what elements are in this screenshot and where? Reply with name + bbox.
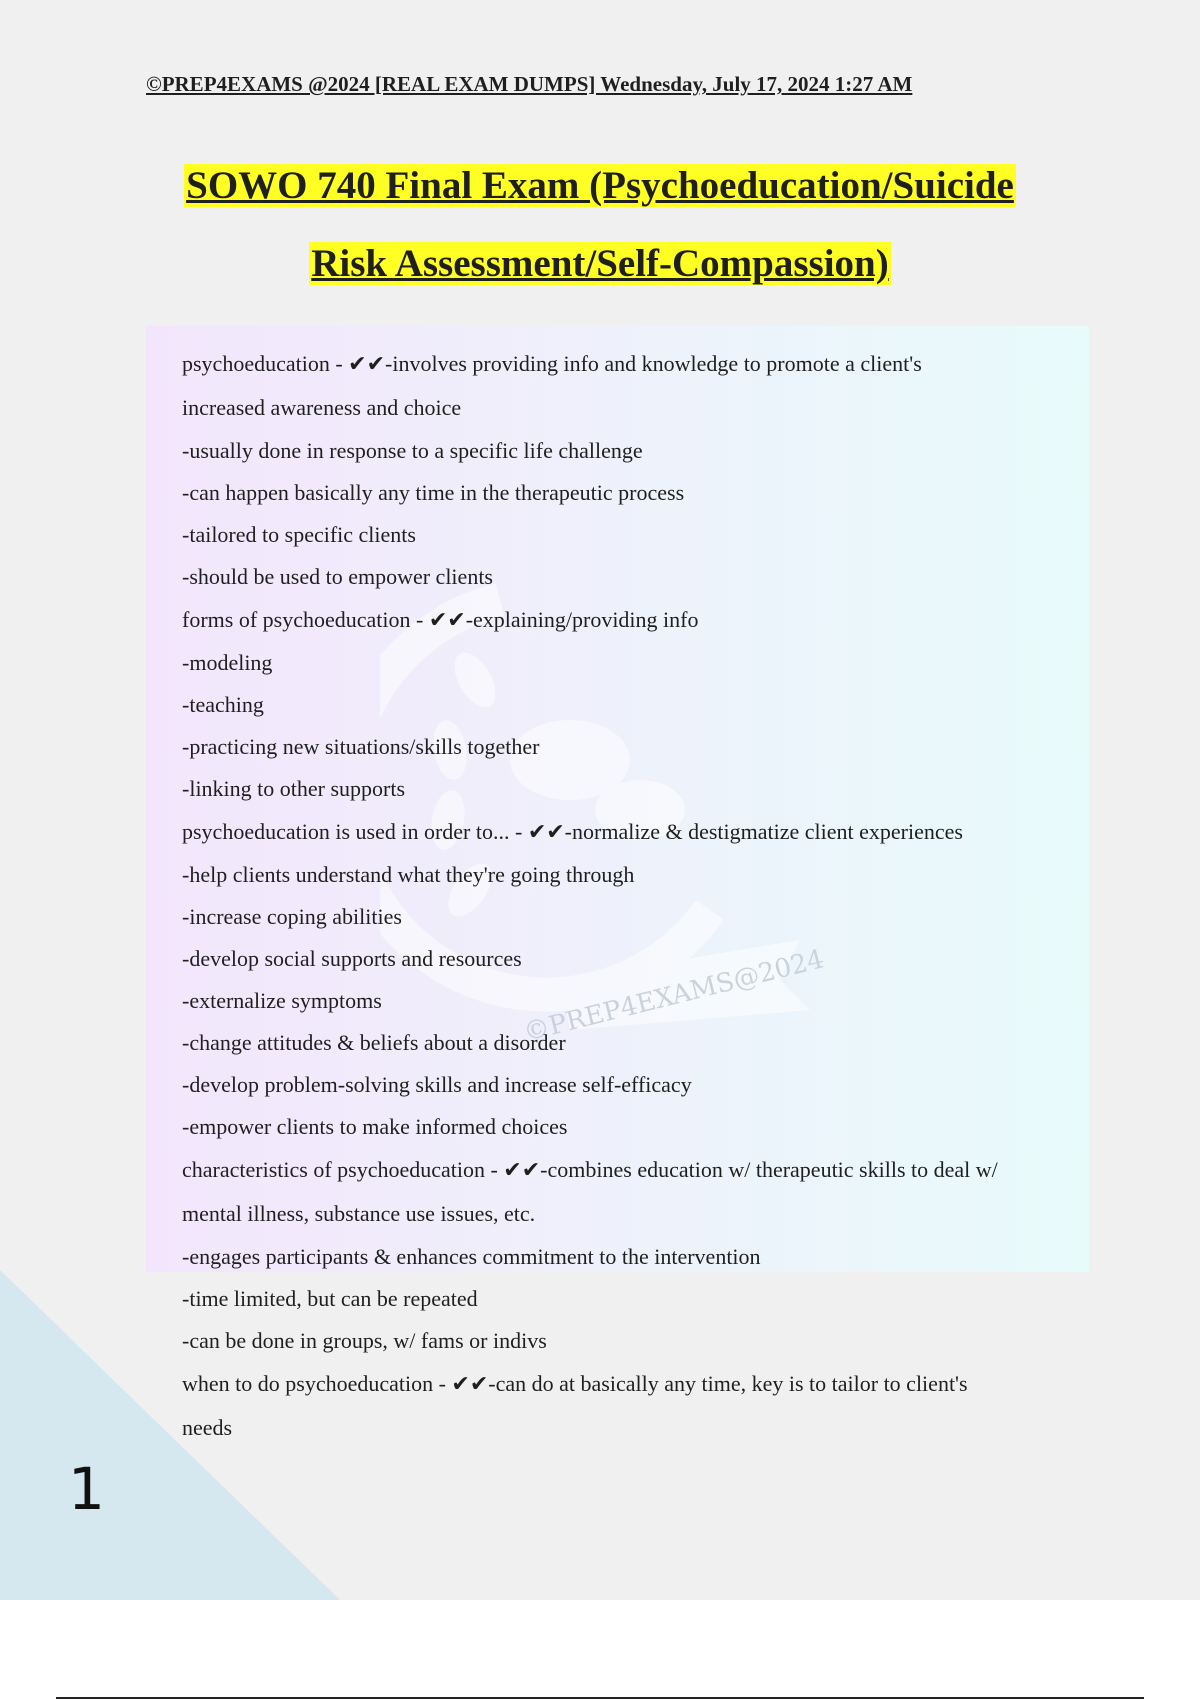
text-line: forms of psychoeducation - ✔✔-explaining/providing info xyxy=(182,607,699,632)
text-line: -time limited, but can be repeated xyxy=(182,1286,478,1311)
page-divider xyxy=(56,1697,1144,1699)
flashcard-text xyxy=(182,342,1092,1450)
text-line: -usually done in response to a specific life challenge xyxy=(182,438,643,463)
text-line: -can be done in groups, w/ fams or indivs xyxy=(182,1328,547,1353)
text-line: -modeling xyxy=(182,650,273,675)
text-line: psychoeducation is used in order to... - ✔✔-normalize & destigmatize client experiences xyxy=(182,819,963,844)
title-line-1: SOWO 740 Final Exam (Psychoeducation/Suicide xyxy=(186,164,1014,207)
text-line: needs xyxy=(182,1415,233,1440)
text-line: -develop problem-solving skills and increase self-efficacy xyxy=(182,1072,692,1097)
text-line: -can happen basically any time in the therapeutic process xyxy=(182,480,685,505)
text-line: psychoeducation - ✔✔-involves providing info and knowledge to promote a client's xyxy=(182,351,922,376)
text-line: mental illness, substance use issues, etc. xyxy=(182,1201,536,1226)
text-line: increased awareness and choice xyxy=(182,395,462,420)
watermark-text: ©PREP4EXAMS@2024 xyxy=(520,944,827,1048)
page-number: 1 xyxy=(68,1455,105,1523)
text-line: -externalize symptoms xyxy=(182,988,382,1013)
text-line: -teaching xyxy=(182,692,264,717)
text-line: -increase coping abilities xyxy=(182,904,402,929)
page-title xyxy=(110,147,1090,303)
text-line: -should be used to empower clients xyxy=(182,564,493,589)
text-line: -linking to other supports xyxy=(182,776,406,801)
title-line-2: Risk Assessment/Self-Compassion) xyxy=(311,242,889,285)
text-line: when to do psychoeducation - ✔✔-can do at basically any time, key is to tailor to client's xyxy=(182,1371,968,1396)
text-line: -help clients understand what they're going through xyxy=(182,862,635,887)
text-line: -engages participants & enhances commitment to the intervention xyxy=(182,1244,761,1269)
text-line: characteristics of psychoeducation - ✔✔-combines education w/ therapeutic skills to deal w/ xyxy=(182,1157,998,1182)
text-line: -develop social supports and resources xyxy=(182,946,522,971)
text-line: -tailored to specific clients xyxy=(182,522,416,547)
text-line: -practicing new situations/skills together xyxy=(182,734,540,759)
text-line: -change attitudes & beliefs about a disorder xyxy=(182,1030,566,1055)
text-line: -empower clients to make informed choices xyxy=(182,1114,568,1139)
header-stamp: ©PREP4EXAMS @2024 [REAL EXAM DUMPS] Wednesday, July 17, 2024 1:27 AM xyxy=(146,72,913,96)
